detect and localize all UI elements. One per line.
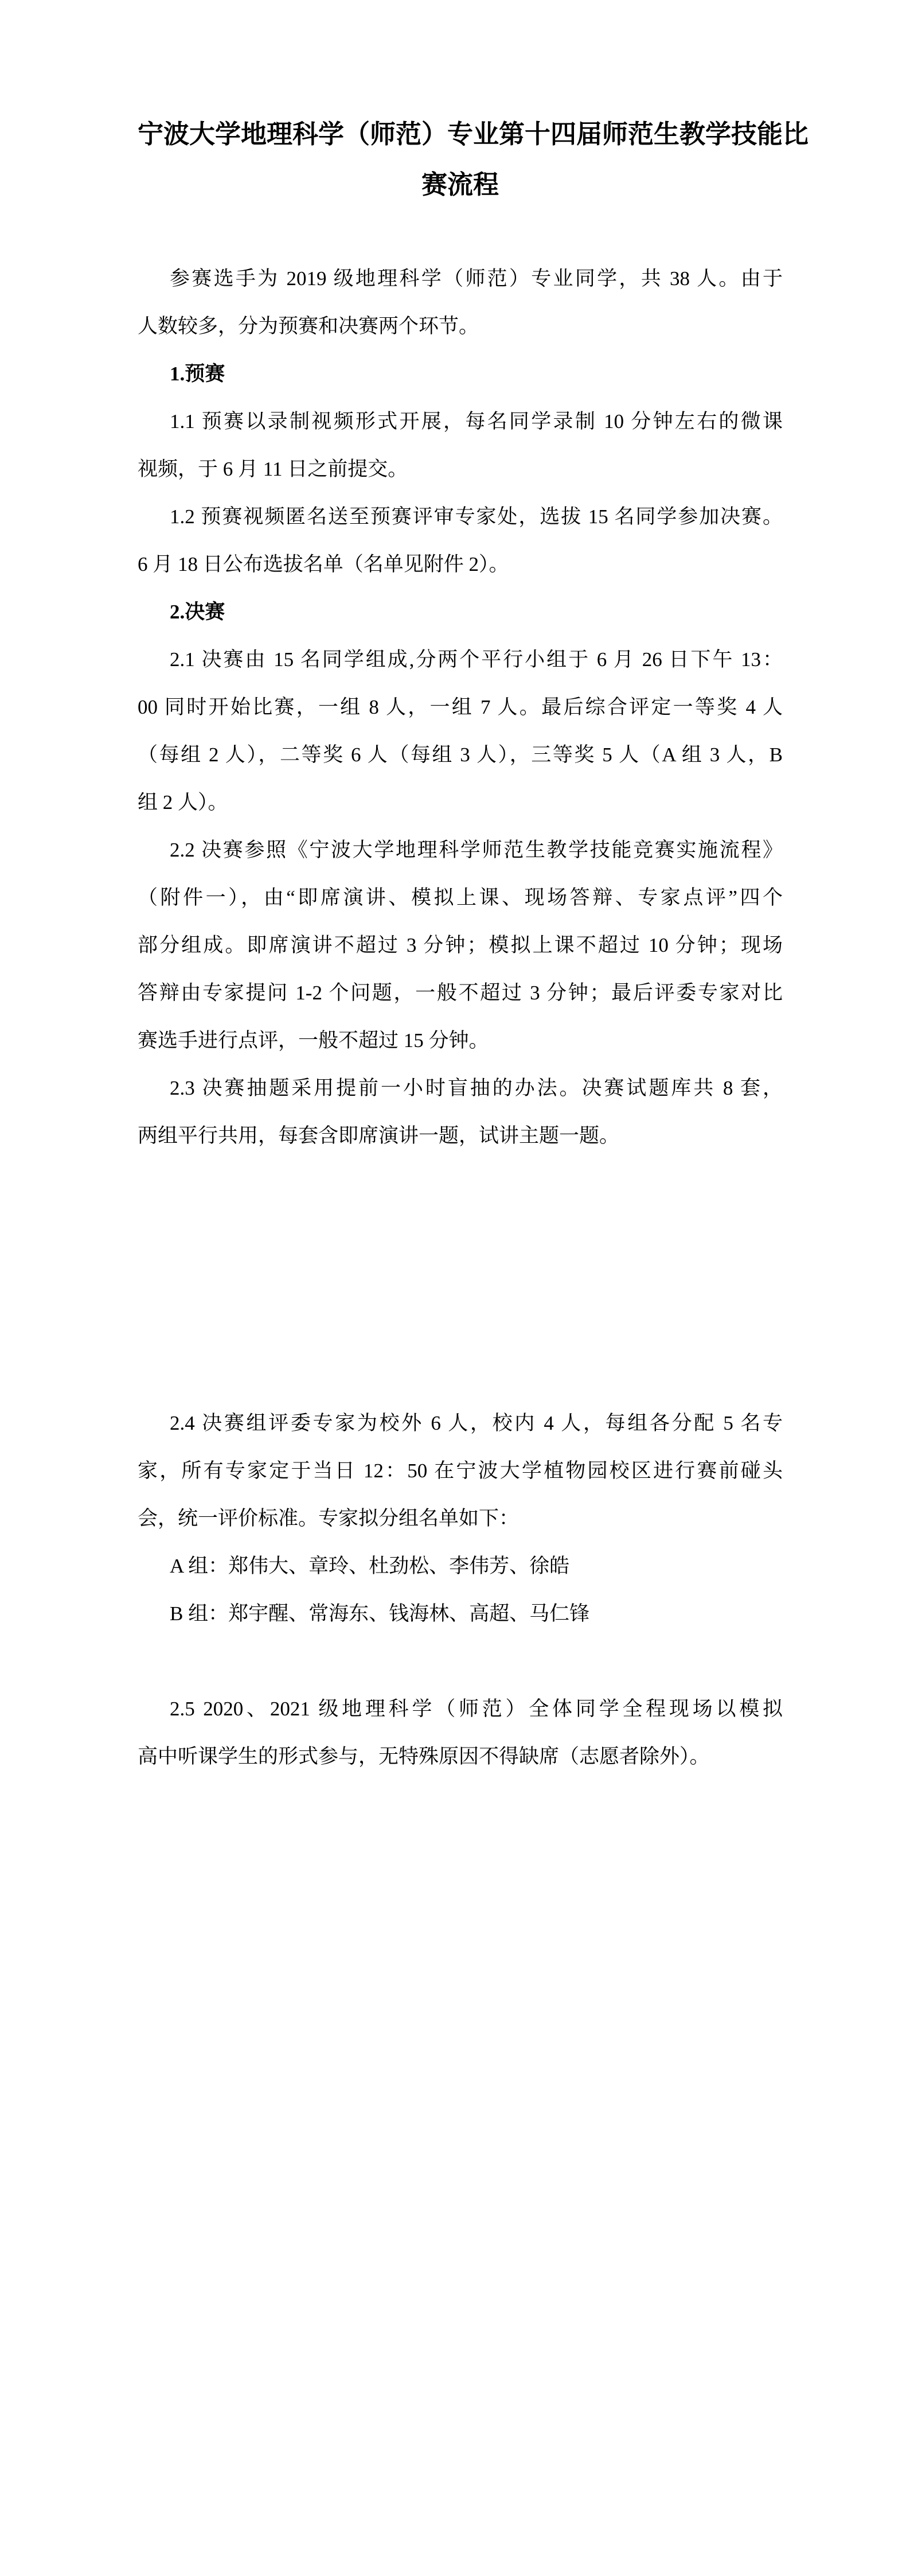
section-2-3-line-1: 2.3 决赛抽题采用提前一小时盲抽的办法。决赛试题库共 8 套， xyxy=(170,1077,783,1099)
document-title xyxy=(138,109,809,210)
section-2-2-line-1: 2.2 决赛参照《宁波大学地理科学师范生教学技能竞赛实施流程》 xyxy=(170,839,783,861)
section-2-5-line-2: 高中听课学生的形式参与，无特殊原因不得缺席（志愿者除外）。 xyxy=(138,1745,710,1768)
section-1-2-line-2: 6 月 18 日公布选拔名单（名单见附件 2）。 xyxy=(138,553,509,575)
section-2-1-line-2: 00 同时开始比赛，一组 8 人，一组 7 人。最后综合评定一等奖 4 人 xyxy=(138,696,783,718)
section-1-1-line-2: 视频，于 6 月 11 日之前提交。 xyxy=(138,458,408,480)
section-heading-final: 2.决赛 xyxy=(170,601,225,623)
section-1-2-line-1: 1.2 预赛视频匿名送至预赛评审专家处，选拔 15 名同学参加决赛。 xyxy=(170,505,783,528)
section-2-1-line-3: （每组 2 人），二等奖 6 人（每组 3 人），三等奖 5 人（A 组 3 人，B xyxy=(138,744,783,766)
section-2-3-line-2: 两组平行共用，每套含即席演讲一题，试讲主题一题。 xyxy=(138,1124,620,1147)
section-2-2-line-2: （附件一），由“即席演讲、模拟上课、现场答辩、专家点评”四个 xyxy=(138,886,783,909)
section-1-1-line-1: 1.1 预赛以录制视频形式开展，每名同学录制 10 分钟左右的微课 xyxy=(170,410,783,433)
section-2-5-line-1: 2.5 2020、2021 级地理科学（师范）全体同学全程现场以模拟 xyxy=(170,1698,783,1720)
section-heading-preliminary: 1.预赛 xyxy=(170,363,225,385)
document-title-line-2: 赛流程 xyxy=(421,170,499,199)
section-2-4-line-3: 会，统一评价标准。专家拟分组名单如下： xyxy=(138,1507,520,1530)
document-page xyxy=(138,0,809,1780)
document-body xyxy=(138,255,783,1780)
intro-paragraph-line-2: 人数较多，分为预赛和决赛两个环节。 xyxy=(138,315,479,337)
document-title-line-1: 宁波大学地理科学（师范）专业第十四届师范生教学技能比 xyxy=(138,120,809,149)
section-2-2-line-4: 答辩由专家提问 1-2 个问题，一般不超过 3 分钟；最后评委专家对比 xyxy=(138,982,783,1004)
section-2-4-line-2: 家，所有专家定于当日 12：50 在宁波大学植物园校区进行赛前碰头 xyxy=(138,1460,783,1482)
section-2-2-line-5: 赛选手进行点评，一般不超过 15 分钟。 xyxy=(138,1029,489,1052)
expert-group-a-line: A 组：郑伟大、章玲、杜劲松、李伟芳、徐皓 xyxy=(170,1555,570,1577)
section-2-1-line-1: 2.1 决赛由 15 名同学组成,分两个平行小组于 6 月 26 日下午 13： xyxy=(170,648,783,671)
section-2-4-line-1: 2.4 决赛组评委专家为校外 6 人，校内 4 人，每组各分配 5 名专 xyxy=(170,1412,783,1434)
section-2-1-line-4: 组 2 人）。 xyxy=(138,791,228,814)
section-2-2-line-3: 部分组成。即席演讲不超过 3 分钟；模拟上课不超过 10 分钟；现场 xyxy=(138,934,783,956)
expert-group-b-line: B 组：郑宇醒、常海东、钱海林、高超、马仁锋 xyxy=(170,1602,590,1625)
intro-paragraph-line-1: 参赛选手为 2019 级地理科学（师范）专业同学，共 38 人。由于 xyxy=(170,267,783,290)
